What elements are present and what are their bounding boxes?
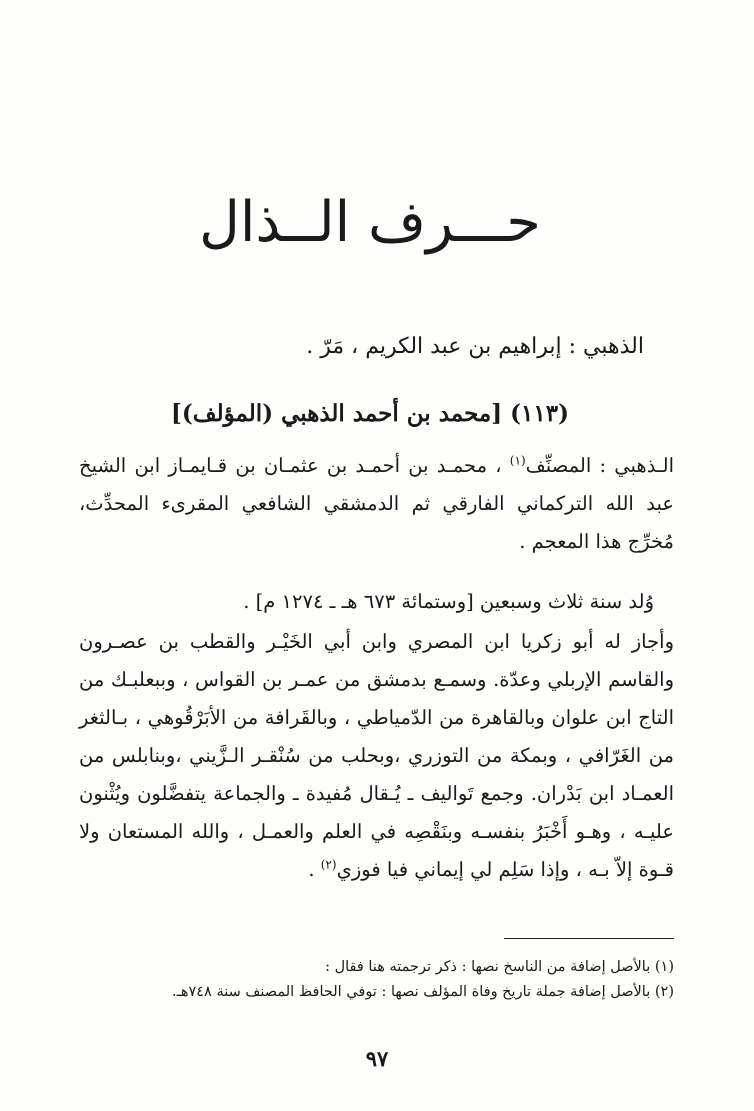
teachers-paragraph (79, 623, 674, 889)
paragraph-text: . (308, 858, 321, 881)
birth-paragraph: وُلد سنة ثلاث وسبعين [وستمائة ٦٧٣ هـ ـ ١٢٧٤ م] . (243, 590, 654, 613)
paragraph-text: الـذهبي : المصنِّف (525, 454, 674, 477)
entry-heading: (١١٣) [محمد بن أحمد الذهبي (المؤلف)] (171, 400, 569, 427)
cross-reference: الذهبي : إبراهيم بن عبد الكريم ، مَرّ . (306, 334, 644, 359)
page-number: ٩٧ (365, 1046, 389, 1071)
paragraph-text: ، محمـد بن أحمـد بن عثمـان بن قـايمـاز ابن الشيخ عبد الله التركماني الفارقي ثم الدمشقي الشافعي المقرىء المحدِّث، مُخرِّج هذا المعجم . (79, 454, 674, 553)
biography-paragraph (79, 447, 674, 561)
chapter-title: حـــرف الــذال (199, 190, 541, 255)
footnote-ref-1[interactable]: (١) (509, 453, 526, 468)
paragraph-text: وأجاز له أبو زكريا ابن المصري وابن أبي الخَيْـر والقطب بن عصـرون والقاسم الإربلي وعدّة. وسمـع بدمشق من عمـر بن القواس ، وببعلبـك من التاج ابن علوان وبالقاهرة من الدّمياطي ، وبالقَرافة من الأبَرْقُوهي ، بـالثغر من الغَرّافي ، وبمكة من التوزري ،وبحلب من سُنْقـر الـزَّيني ،وبنابلس من العمـاد ابن بَدْران. وجمع تَواليف ـ يُـقال مُفيدة ـ والجماعة يتفضَّلون ويُثْنون عليـه ، وهـو أَخْبَرُ بنفسـه وبنَقْصِه في العلم والعمـل ، والله المستعان ولا قـوة إلاّ بـه ، وإذا سَلِم لي إيماني فيا فوزي (79, 630, 674, 881)
footnote-divider (504, 938, 674, 939)
footnote-ref-2[interactable]: (٢) (320, 857, 337, 872)
footnote-1: (١) بالأصل إضافة من الناسخ نصها : ذكر ترجمته هنا فقال : (325, 959, 674, 975)
footnote-2: (٢) بالأصل إضافة جملة تاريخ وفاة المؤلف نصها : توفي الحافظ المصنف سنة ٧٤٨هـ. (171, 984, 674, 1000)
footnotes (79, 955, 674, 1005)
